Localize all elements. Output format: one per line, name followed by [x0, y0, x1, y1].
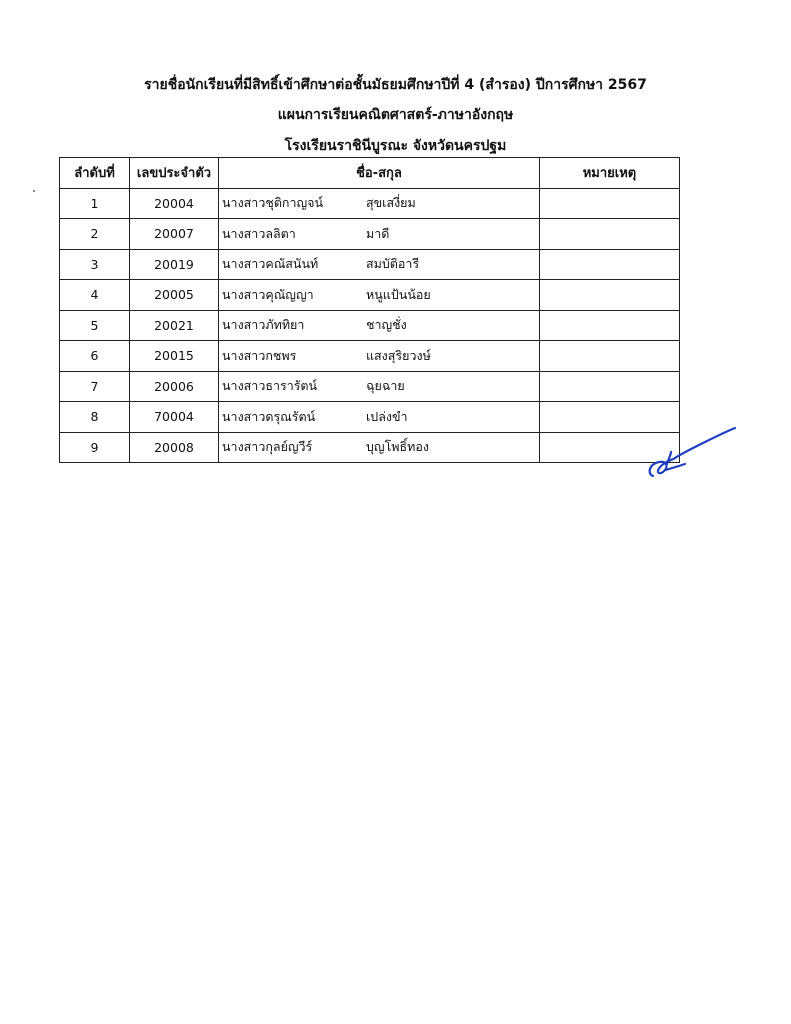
row-remark: [540, 280, 680, 311]
signature-ink: [650, 428, 735, 476]
table-row: [60, 188, 680, 219]
table-row: [60, 432, 680, 463]
row-first-name: นางสาวชุติกาญจน์: [222, 195, 324, 211]
row-order: 6: [60, 341, 130, 372]
handwritten-signature: [645, 424, 745, 484]
row-order: 1: [60, 188, 130, 219]
column-header-id: เลขประจำตัว: [130, 158, 219, 189]
row-first-name: นางสาวภัททิยา: [222, 317, 305, 333]
table-row: [60, 280, 680, 311]
table-row: [60, 310, 680, 341]
table-row: [60, 402, 680, 433]
school-name: โรงเรียนราชินีบูรณะ จังหวัดนครปฐม: [284, 138, 507, 154]
row-last-name: บุญโพธิ์ทอง: [366, 439, 430, 455]
row-last-name: ฉุยฉาย: [366, 378, 405, 394]
row-first-name: นางสาวธารารัตน์: [222, 378, 318, 394]
row-remark: [540, 310, 680, 341]
scan-speck: [33, 190, 35, 192]
row-last-name: สุขเสงี่ยม: [366, 195, 416, 211]
row-last-name: แสงสุริยวงษ์: [366, 347, 431, 363]
row-first-name: นางสาวกุลย์ญวีร์: [222, 439, 313, 455]
row-full-name: [219, 432, 540, 463]
column-header-name: ชื่อ-สกุล: [219, 158, 540, 189]
row-order: 9: [60, 432, 130, 463]
student-table: [59, 157, 680, 463]
row-order: 4: [60, 280, 130, 311]
row-remark: [540, 188, 680, 219]
table-row: [60, 219, 680, 250]
row-first-name: นางสาวคุณัญญา: [222, 286, 314, 302]
row-order: 5: [60, 310, 130, 341]
row-full-name: [219, 219, 540, 250]
row-full-name: [219, 280, 540, 311]
row-full-name: [219, 341, 540, 372]
row-full-name: [219, 310, 540, 341]
table-row: [60, 371, 680, 402]
row-full-name: [219, 249, 540, 280]
document-title: รายชื่อนักเรียนที่มีสิทธิ์เข้าศึกษาต่อชั้นมัธยมศึกษาปีที่ 4 (สำรอง) ปีการศึกษา 2567: [144, 77, 647, 93]
row-first-name: นางสาวคณัสนันท์: [222, 256, 319, 272]
row-student-id: 20006: [130, 371, 219, 402]
row-student-id: 20005: [130, 280, 219, 311]
row-last-name: สมบัติอารี: [366, 256, 420, 272]
row-student-id: 20008: [130, 432, 219, 463]
row-full-name: [219, 371, 540, 402]
row-order: 2: [60, 219, 130, 250]
table-header-row: [60, 158, 680, 189]
column-header-remark: หมายเหตุ: [540, 158, 680, 189]
row-student-id: 20004: [130, 188, 219, 219]
row-full-name: [219, 188, 540, 219]
row-last-name: ชาญชั่ง: [366, 317, 407, 333]
row-last-name: เปล่งขำ: [366, 408, 408, 424]
row-full-name: [219, 402, 540, 433]
row-remark: [540, 219, 680, 250]
row-first-name: นางสาวลลิตา: [222, 225, 296, 241]
row-student-id: 70004: [130, 402, 219, 433]
row-order: 7: [60, 371, 130, 402]
row-remark: [540, 249, 680, 280]
row-remark: [540, 341, 680, 372]
row-order: 8: [60, 402, 130, 433]
row-first-name: นางสาวดรุณรัตน์: [222, 408, 316, 424]
row-last-name: มาดี: [366, 225, 390, 241]
table-row: [60, 249, 680, 280]
table-row: [60, 341, 680, 372]
row-order: 3: [60, 249, 130, 280]
column-header-order: ลำดับที่: [60, 158, 130, 189]
row-student-id: 20021: [130, 310, 219, 341]
program-subtitle: แผนการเรียนคณิตศาสตร์-ภาษาอังกฤษ: [277, 107, 514, 123]
row-last-name: หนูแป้นน้อย: [366, 286, 431, 302]
row-student-id: 20007: [130, 219, 219, 250]
row-student-id: 20019: [130, 249, 219, 280]
row-student-id: 20015: [130, 341, 219, 372]
row-first-name: นางสาวกชพร: [222, 347, 297, 363]
row-remark: [540, 371, 680, 402]
